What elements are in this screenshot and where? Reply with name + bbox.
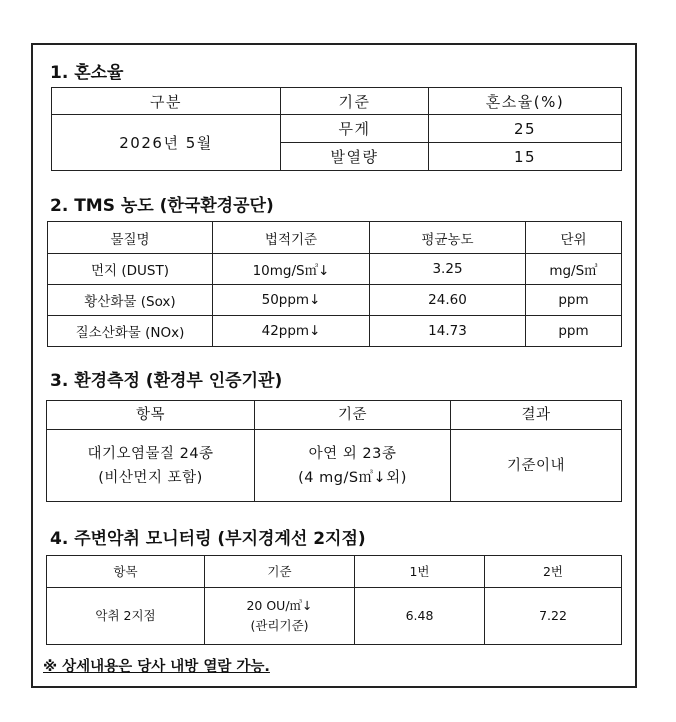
unit: ppm: [526, 285, 622, 316]
header-rate: 혼소율(%): [429, 88, 622, 115]
header-substance: 물질명: [48, 222, 213, 254]
legal-limit: 42ppm↓: [213, 316, 370, 347]
basis-line1: 20 OU/㎥↓: [246, 598, 313, 613]
odor-monitoring-table: [46, 555, 622, 645]
header-legal-limit: 법적기준: [213, 222, 370, 254]
tms-concentration-table: [47, 221, 622, 347]
measurement-basis: [255, 430, 451, 502]
basis-line2: (관리기준): [250, 618, 309, 633]
environment-measurement-table: [46, 400, 622, 502]
item-line2: (비산먼지 포함): [98, 469, 203, 486]
measurement-item: [47, 430, 255, 502]
header-unit: 단위: [526, 222, 622, 254]
header-item: 항목: [47, 401, 255, 430]
header-result: 결과: [451, 401, 622, 430]
header-basis: 기준: [255, 401, 451, 430]
substance-name: 질소산화물 (NOx): [48, 316, 213, 347]
basis-weight: 무게: [281, 115, 429, 143]
substance-name: 먼지 (DUST): [48, 254, 213, 285]
item-line1: 대기오염물질 24종: [87, 445, 214, 462]
legal-limit: 50ppm↓: [213, 285, 370, 316]
odor-item: 악취 2지점: [47, 588, 205, 645]
section2-title: 2. TMS 농도 (한국환경공단): [50, 196, 274, 216]
period-cell: 2026년 5월: [52, 115, 281, 171]
average-value: 3.25: [370, 254, 526, 285]
header-basis: 기준: [281, 88, 429, 115]
header-category: 구분: [52, 88, 281, 115]
section1-title: 1. 혼소율: [50, 63, 124, 83]
co-firing-rate-table: [51, 87, 622, 171]
header-point2: 2번: [485, 556, 622, 588]
header-average: 평균농도: [370, 222, 526, 254]
header-item: 항목: [47, 556, 205, 588]
measurement-result: 기준이내: [451, 430, 622, 502]
header-basis: 기준: [205, 556, 355, 588]
basis-line2: (4 mg/S㎥↓외): [298, 469, 407, 486]
odor-basis: [205, 588, 355, 645]
average-value: 24.60: [370, 285, 526, 316]
rate-weight: 25: [429, 115, 622, 143]
basis-calorific: 발열량: [281, 143, 429, 171]
average-value: 14.73: [370, 316, 526, 347]
substance-name: 황산화물 (Sox): [48, 285, 213, 316]
header-point1: 1번: [355, 556, 485, 588]
section3-title: 3. 환경측정 (환경부 인증기관): [50, 371, 283, 391]
footnote: ※ 상세내용은 당사 내방 열람 가능.: [43, 659, 270, 675]
unit: ppm: [526, 316, 622, 347]
legal-limit: 10mg/S㎥↓: [213, 254, 370, 285]
unit: mg/S㎥: [526, 254, 622, 285]
point2-value: 7.22: [485, 588, 622, 645]
rate-calorific: 15: [429, 143, 622, 171]
point1-value: 6.48: [355, 588, 485, 645]
section4-title: 4. 주변악취 모니터링 (부지경계선 2지점): [50, 529, 366, 549]
basis-line1: 아연 외 23종: [308, 445, 397, 462]
